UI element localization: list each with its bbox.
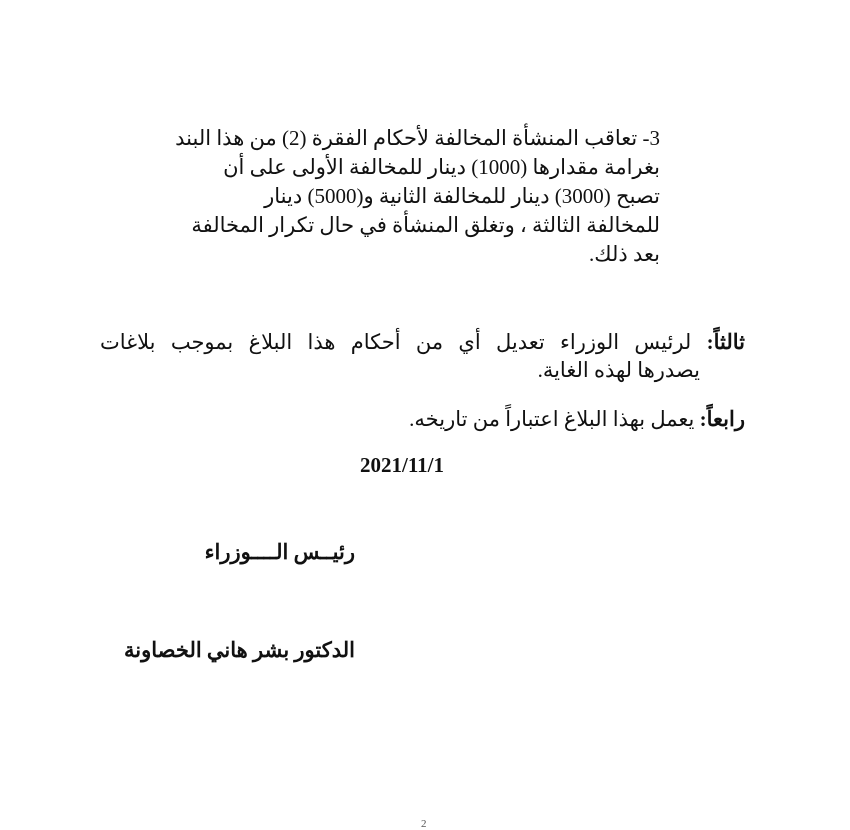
rabean-text: يعمل بهذا البلاغ اعتباراً من تاريخه.	[409, 407, 700, 431]
signature-title: رئيــس الــــوزراء	[204, 540, 355, 564]
thalithan-text: لرئيس الوزراء تعديل أي من أحكام هذا البلاغ بموجب بلاغات	[100, 330, 707, 354]
thalithan-label: ثالثاً:	[706, 330, 745, 354]
issue-date: 2021/11/1	[360, 453, 445, 477]
item-3-paragraph	[100, 124, 660, 269]
rabean-label: رابعاً:	[699, 407, 745, 431]
item-3-line: بغرامة مقدارها (1000) دينار للمخالفة الأولى على أن	[223, 155, 660, 179]
signature-name: الدكتور بشر هاني الخصاونة	[124, 638, 355, 662]
thalithan-line-2: يصدرها لهذه الغاية.	[537, 358, 700, 382]
item-3-line: بعد ذلك.	[589, 242, 660, 266]
item-3-line: تصبح (3000) دينار للمخالفة الثانية و(5000) دينار	[264, 184, 660, 208]
item-3-line: 3- تعاقب المنشأة المخالفة لأحكام الفقرة (2) من هذا البند	[175, 126, 660, 150]
item-3-line: للمخالفة الثالثة ، وتغلق المنشأة في حال تكرار المخالفة	[191, 213, 660, 237]
page-number: 2	[421, 818, 427, 830]
rabean-paragraph	[245, 405, 745, 433]
thalithan-paragraph	[100, 328, 745, 384]
thalithan-line-1	[100, 328, 745, 356]
